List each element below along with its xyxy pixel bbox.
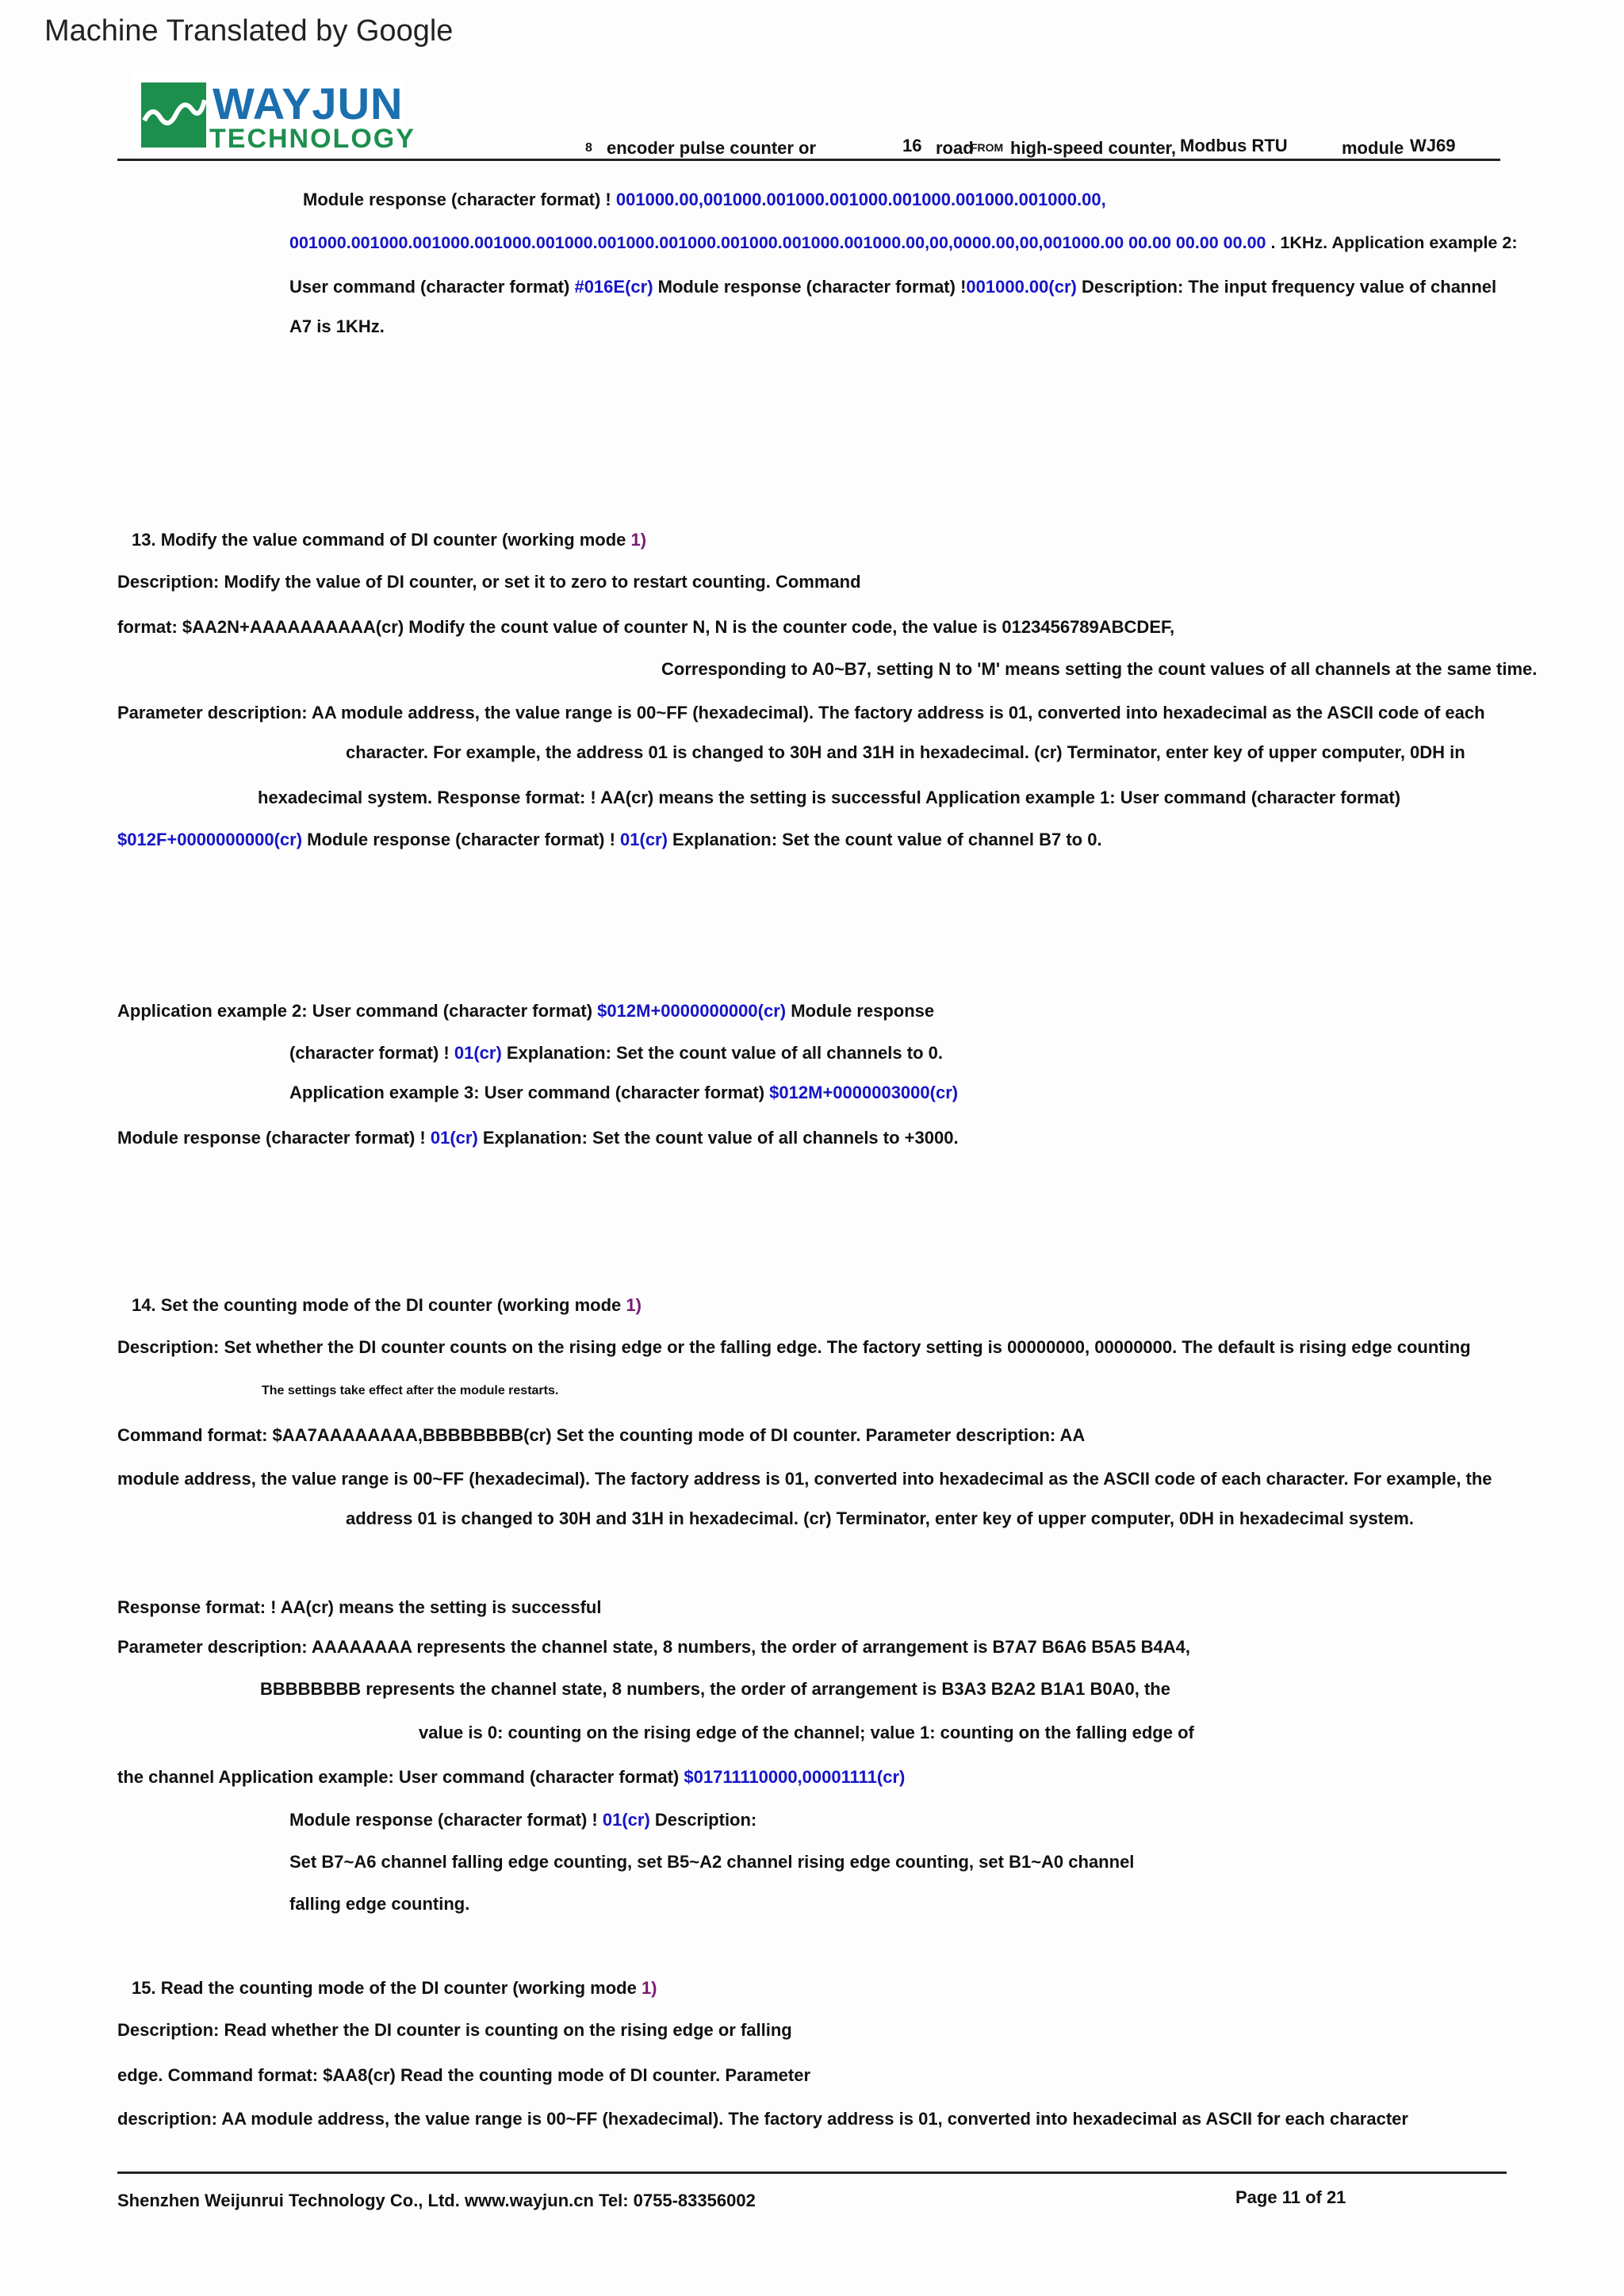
top-line-2: 001000.001000.001000.001000.001000.001000.001000.001000.001000.001000.00,00,0000.00,00,001000.00 00.00 00.00 00.00 . 1KHz. Application example 2: xyxy=(289,233,1518,252)
s14-line-1: Description: Set whether the DI counter counts on the rising edge or the falling edge. The factory setting is 00000000, 00000000. The default is rising edge counting xyxy=(117,1337,1471,1357)
header-module: module xyxy=(1342,138,1404,158)
s14-line-3: Command format: $AA7AAAAAAAA,BBBBBBBB(cr) Set the counting mode of DI counter. Parameter description: AA xyxy=(117,1425,1086,1445)
s14-line-9: value is 0: counting on the rising edge of the channel; value 1: counting on the falling edge of xyxy=(419,1723,1194,1742)
header-road: road xyxy=(936,138,974,158)
header-rule xyxy=(117,159,1500,161)
section-13-title: 13. Modify the value command of DI counter (working mode 1) xyxy=(132,530,647,550)
s15-line-2: edge. Command format: $AA8(cr) Read the counting mode of DI counter. Parameter xyxy=(117,2065,811,2085)
s14-line-2: The settings take effect after the module restarts. xyxy=(262,1384,559,1397)
s13-line-5: character. For example, the address 01 is changed to 30H and 31H in hexadecimal. (cr) Terminator, enter key of upper computer, 0DH in xyxy=(346,742,1465,762)
s14-line-5: address 01 is changed to 30H and 31H in hexadecimal. (cr) Terminator, enter key of upper computer, 0DH in hexadecimal system. xyxy=(346,1508,1414,1528)
top-line-1: Module response (character format) ! 001000.00,001000.001000.001000.001000.001000.001000.00, xyxy=(303,190,1106,209)
s13-line-8: Application example 2: User command (character format) $012M+0000000000(cr) Module response xyxy=(117,1001,935,1021)
s13-line-9: (character format) ! 01(cr) Explanation: Set the count value of all channels to 0. xyxy=(289,1043,943,1063)
s14-line-13: falling edge counting. xyxy=(289,1894,470,1914)
s14-line-12: Set B7~A6 channel falling edge counting, set B5~A2 channel rising edge counting, set B1~A0 channel xyxy=(289,1852,1135,1872)
s14-line-11: Module response (character format) ! 01(cr) Description: xyxy=(289,1810,757,1830)
s15-line-3: description: AA module address, the value range is 00~FF (hexadecimal). The factory address is 01, converted into hexadecimal as ASCII for each character xyxy=(117,2109,1408,2129)
s15-line-1: Description: Read whether the DI counter is counting on the rising edge or falling xyxy=(117,2020,792,2040)
header-from: FROM xyxy=(971,141,1004,154)
s14-line-10: the channel Application example: User command (character format) $01711110000,00001111(cr) xyxy=(117,1767,906,1787)
section-14-title: 14. Set the counting mode of the DI counter (working mode 1) xyxy=(132,1295,642,1315)
footer-rule xyxy=(117,2171,1507,2174)
header-8: 8 xyxy=(585,141,592,155)
s14-line-8: BBBBBBBB represents the channel state, 8 numbers, the order of arrangement is B3A3 B2A2 B1A1 B0A0, the xyxy=(260,1679,1170,1699)
s14-line-4: module address, the value range is 00~FF (hexadecimal). The factory address is 01, converted into hexadecimal as the ASCII code of each character. For example, the xyxy=(117,1469,1492,1489)
s13-line-3: Corresponding to A0~B7, setting N to 'M' means setting the count values of all channels at the same time. xyxy=(661,659,1538,679)
logo-subtitle: TECHNOLOGY xyxy=(209,124,416,154)
s13-line-1: Description: Modify the value of DI counter, or set it to zero to restart counting. Command xyxy=(117,572,861,592)
top-line-4: A7 is 1KHz. xyxy=(289,316,385,336)
header-modbus: Modbus RTU xyxy=(1180,136,1288,155)
section-15-title: 15. Read the counting mode of the DI counter (working mode 1) xyxy=(132,1978,657,1998)
logo-wordmark: WAYJUN xyxy=(213,79,404,128)
s13-line-4: Parameter description: AA module address, the value range is 00~FF (hexadecimal). The factory address is 01, converted into hexadecimal as the ASCII code of each xyxy=(117,703,1485,723)
header-16: 16 xyxy=(902,136,922,155)
s13-line-11: Module response (character format) ! 01(cr) Explanation: Set the count value of all channels to +3000. xyxy=(117,1128,959,1148)
machine-translated-banner: Machine Translated by Google xyxy=(44,14,454,48)
wave-icon xyxy=(141,82,206,148)
s13-line-6: hexadecimal system. Response format: ! AA(cr) means the setting is successful Application example 1: User command (character format) xyxy=(258,788,1401,807)
s14-line-6: Response format: ! AA(cr) means the setting is successful xyxy=(117,1597,602,1617)
header-model: WJ69 xyxy=(1410,136,1456,155)
footer-company: Shenzhen Weijunrui Technology Co., Ltd. www.wayjun.cn Tel: 0755-83356002 xyxy=(117,2191,756,2210)
company-logo xyxy=(133,73,416,155)
s13-line-10: Application example 3: User command (character format) $012M+0000003000(cr) xyxy=(289,1083,959,1102)
top-line-3: User command (character format) #016E(cr) Module response (character format) !001000.00(cr) Description: The input frequency value of channel xyxy=(289,277,1497,297)
header-high-speed: high-speed counter, xyxy=(1010,138,1177,158)
s13-line-2: format: $AA2N+AAAAAAAAAA(cr) Modify the count value of counter N, N is the counter code, the value is 0123456789ABCDEF, xyxy=(117,617,1175,637)
s14-line-7: Parameter description: AAAAAAAA represents the channel state, 8 numbers, the order of arrangement is B7A7 B6A6 B5A5 B4A4, xyxy=(117,1637,1190,1657)
header-encoder-text: encoder pulse counter or xyxy=(607,138,817,158)
s13-line-7: $012F+0000000000(cr) Module response (character format) ! 01(cr) Explanation: Set the count value of channel B7 to 0. xyxy=(117,830,1102,849)
footer-page-number: Page 11 of 21 xyxy=(1235,2187,1346,2207)
